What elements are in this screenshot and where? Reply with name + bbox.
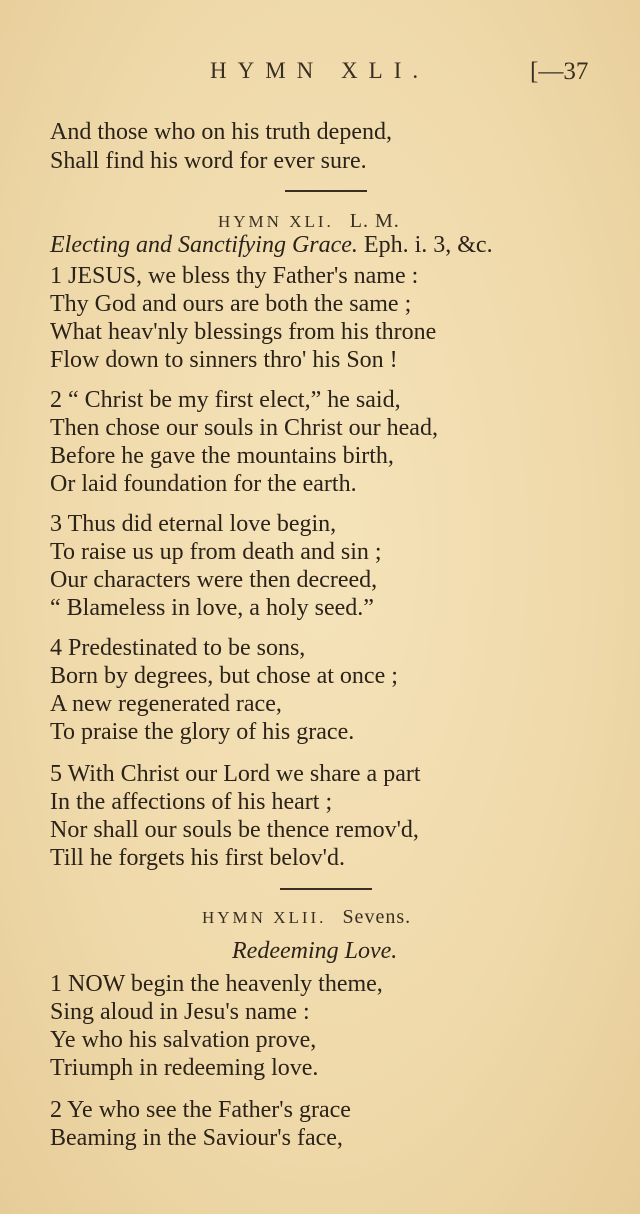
verse-line: “ Blameless in love, a holy seed.” — [50, 595, 374, 621]
verse-line: A new regenerated race, — [50, 691, 282, 717]
verse-line: Ye who his salvation prove, — [50, 1027, 317, 1053]
hymn-number: HYMN XLII. — [202, 908, 327, 927]
verse-line: 1 NOW begin the heavenly theme, — [50, 971, 383, 997]
verse-line: Triumph in redeeming love. — [50, 1055, 319, 1081]
section-divider — [280, 888, 372, 890]
scripture-reference: Eph. i. 3, &c. — [363, 232, 493, 258]
running-head: HYMN XLI. — [210, 58, 430, 83]
verse-line: Or laid foundation for the earth. — [50, 471, 357, 497]
verse-line: Till he forgets his first belov'd. — [50, 845, 345, 871]
verse-line: Then chose our souls in Christ our head, — [50, 415, 438, 441]
hymn-number: HYMN XLI. — [218, 212, 334, 231]
verse-line: Thy God and ours are both the same ; — [50, 291, 412, 317]
verse-line: Before he gave the mountains birth, — [50, 443, 394, 469]
verse-line: 2 “ Christ be my first elect,” he said, — [50, 387, 401, 413]
verse-line: Born by degrees, but chose at once ; — [50, 663, 398, 689]
verse-line: Flow down to sinners thro' his Son ! — [50, 347, 398, 373]
section-divider — [285, 190, 367, 192]
verse-line: To raise us up from death and sin ; — [50, 539, 382, 565]
hymn-heading — [218, 210, 400, 233]
page-number: [—37 — [530, 58, 589, 85]
hymn-meter: Sevens. — [342, 906, 412, 928]
continuation-line: And those who on his truth depend, — [50, 119, 392, 145]
verse-line: In the affections of his heart ; — [50, 789, 333, 815]
hymn-subtitle-text: Electing and Sanctifying Grace. — [50, 232, 358, 258]
continuation-line: Shall find his word for ever sure. — [50, 148, 367, 174]
verse-line: 2 Ye who see the Father's grace — [50, 1097, 351, 1123]
verse-line: To praise the glory of his grace. — [50, 719, 355, 745]
verse-line: 5 With Christ our Lord we share a part — [50, 761, 421, 787]
verse-line: Beaming in the Saviour's face, — [50, 1125, 343, 1151]
verse-line: What heav'nly blessings from his throne — [50, 319, 437, 345]
verse-line: 1 JESUS, we bless thy Father's name : — [50, 263, 419, 289]
hymn-heading — [202, 906, 411, 929]
verse-line: Our characters were then decreed, — [50, 567, 378, 593]
verse-line: Sing aloud in Jesu's name : — [50, 999, 310, 1025]
hymn-subtitle: Redeeming Love. — [232, 938, 398, 964]
hymn-meter: L. M. — [349, 210, 400, 232]
verse-line: 4 Predestinated to be sons, — [50, 635, 306, 661]
verse-line: 3 Thus did eternal love begin, — [50, 511, 337, 537]
hymn-subtitle — [50, 232, 493, 259]
verse-line: Nor shall our souls be thence remov'd, — [50, 817, 419, 843]
